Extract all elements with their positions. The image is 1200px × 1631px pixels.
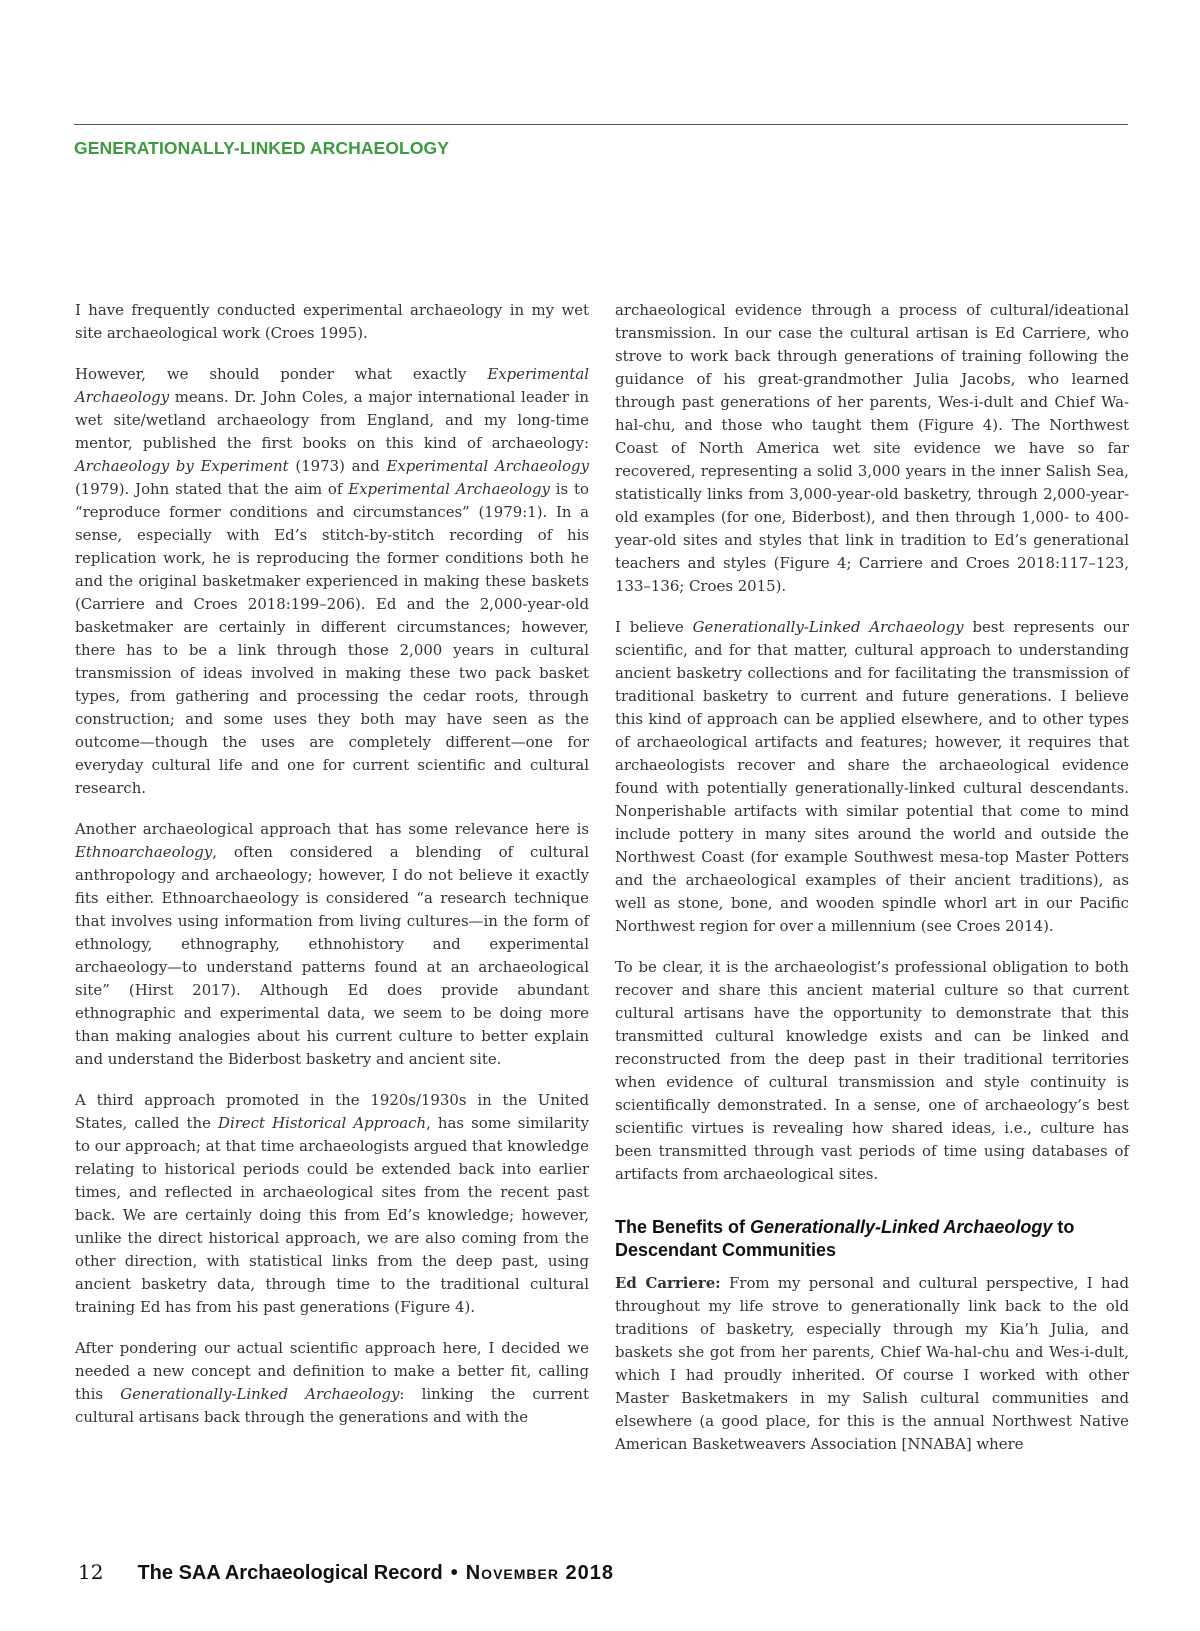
paragraph: I believe Generationally-Linked Archaeology best represents our scientific, and for that matter, cultural approach to understanding ancient basketry collections and for facilitating the transmission of traditional basketry to current and future generations. I believe this kind of approach can be applied elsewhere, and to other types of archaeological artifacts and features; however, it requires that archaeologists recover and share the archaeological evidence found with potentially generationally-linked cultural descendants. Nonperishable artifacts with similar potential that come to mind include pottery in many sites around the world and outside the Northwest Coast (for example Southwest mesa-top Master Potters and the archaeological examples of their ancient traditions), as well as stone, bone, and wooden spindle whorl art in our Pacific Northwest region for over a millennium (see Croes 2014). [615,618,1129,935]
paragraph: Another archaeological approach that has some relevance here is Ethnoarchaeology, often considered a blending of cultural anthropology and archaeology; however, I do not believe it exactly fits either. Ethnoarchaeology is considered “a research technique that involves using information from living cultures—in the form of ethnology, ethnography, ethnohistory and experimental archaeology—to understand patterns found at an archaeological site” (Hirst 2017). Although Ed does provide abundant ethnographic and experimental data, we seem to be doing more than making analogies about his current culture to better explain and understand the Biderbost basketry and ancient site. [75,820,589,1068]
issue-date: November 2018 [465,1562,615,1584]
running-title: GENERATIONALLY-LINKED ARCHAEOLOGY [74,138,450,158]
speaker-name: Ed Carriere: [615,1274,721,1292]
paragraph: However, we should ponder what exactly Experimental Archaeology means. Dr. John Coles, a major international leader in wet site/wetland archaeology from England, and my long-time mentor, published the first books on this kind of archaeology: Archaeology by Experiment (1973) and Experimental Archaeology (1979). John stated that the aim of Experimental Archaeology is to “reproduce former conditions and circumstances” (1979:1). In a sense, especially with Ed’s stitch-by-stitch recording of his replication work, he is reproducing the former conditions both he and the original basketmaker experienced in making these baskets (Carriere and Croes 2018:199–206). Ed and the 2,000-year-old basketmaker are certainly in different circumstances; however, there has to be a link through those 2,000 years in cultural transmission of ideas involved in making these two pack basket types, from gathering and processing the cedar roots, through construction; and some uses they both may have seen as the outcome—though the uses are completely different—one for everyday cultural life and one for current scientific and cultural research. [75,365,589,797]
section-heading: The Benefits of Generationally-Linked Archaeology to Descendant Communities [615,1217,1075,1260]
paragraph: After pondering our actual scientific approach here, I decided we needed a new concept and definition to make a better fit, calling this Generationally-Linked Archaeology: linking the current cultural artisans back through the generations and with the [75,1339,589,1426]
publication-title: The SAA Archaeological Record [137,1562,443,1584]
paragraph: A third approach promoted in the 1920s/1930s in the United States, called the Direct Historical Approach, has some similarity to our approach; at that time archaeologists argued that knowledge relating to historical periods could be extended back into earlier times, and reflected in archaeological sites from the recent past back. We are certainly doing this from Ed’s knowledge; however, unlike the direct historical approach, we are also coming from the other direction, with statistical links from the deep past, using ancient basketry data, through time to the traditional cultural training Ed has from his past generations (Figure 4). [75,1091,589,1316]
paragraph: archaeological evidence through a process of cultural/ideational transmission. In our case the cultural artisan is Ed Carriere, who strove to work back through generations of training following the guidance of his great-grandmother Julia Jacobs, who learned through past generations of her parents, Wes-i-dult and Chief Wa-hal-chu, and those who taught them (Figure 4). The Northwest Coast of North America wet site evidence we have so far recovered, representing a solid 3,000 years in the inner Salish Sea, statistically links from 3,000-year-old basketry, through 2,000-year-old examples (for one, Biderbost), and then through 1,000- to 400-year-old sites and styles that link in tradition to Ed’s generational teachers and styles (Figure 4; Carriere and Croes 2018:117–123, 133–136; Croes 2015). [615,301,1129,595]
paragraph: Ed Carriere: From my personal and cultural perspective, I had throughout my life strove to generationally link back to the old traditions of basketry, especially through my Kia’h Julia, and baskets she got from her parents, Chief Wa-hal-chu and Wes-i-dult, which I had proudly inherited. Of course I worked with other Master Basketmakers in my Salish cultural communities and elsewhere (a good place, for this is the annual Northwest Native American Basketweavers Association [NNABA] where [615,1274,1129,1453]
header-rule [74,124,1128,125]
paragraph: To be clear, it is the archaeologist’s professional obligation to both recover and share this ancient material culture so that current cultural artisans have the opportunity to demonstrate that this transmitted cultural knowledge exists and can be linked and reconstructed from the deep past in their traditional territories when evidence of cultural transmission and style continuity is scientifically demonstrated. In a sense, one of archaeology’s best scientific virtues is revealing how shared ideas, i.e., culture has been transmitted through vast periods of time using databases of artifacts from archaeological sites. [615,958,1129,1183]
footer-bullet: • [450,1562,458,1584]
right-column [615,299,1129,1474]
page-footer [78,1560,614,1585]
page-number: 12 [78,1560,104,1584]
paragraph: I have frequently conducted experimental archaeology in my wet site archaeological work (Croes 1995). [75,301,589,342]
left-column [75,299,589,1447]
